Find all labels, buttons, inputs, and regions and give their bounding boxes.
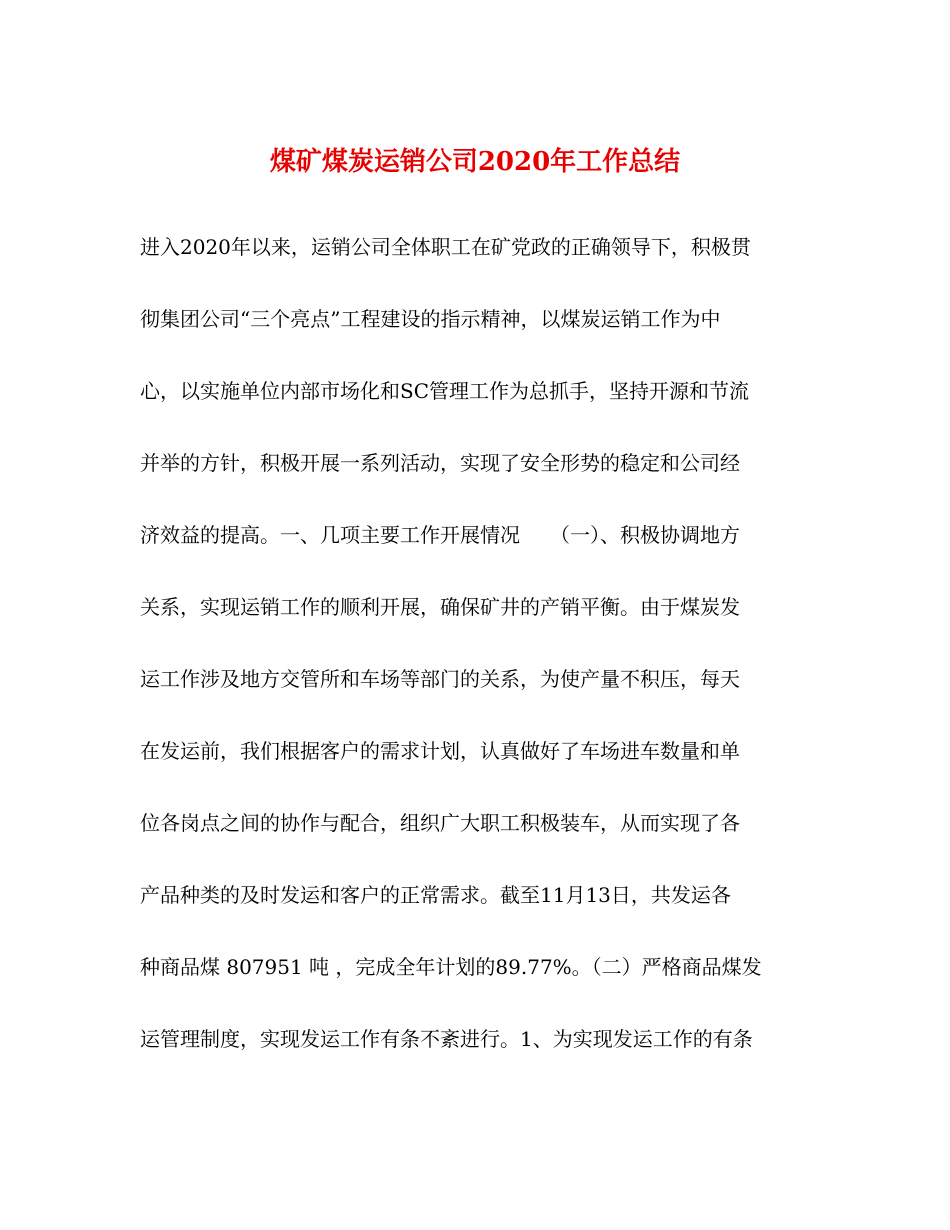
document-body xyxy=(140,222,810,1086)
body-line: 产品种类的及时发运和客户的正常需求。截至11月13日，共发运各 xyxy=(140,883,731,907)
body-line: 彻集团公司“三个亮点”工程建设的指示精神，以煤炭运销工作为中 xyxy=(140,307,721,331)
body-line: 运管理制度，实现发运工作有条不紊进行。1、为实现发运工作的有条 xyxy=(140,1027,753,1051)
body-line: 种商品煤 807951 吨 ，完成全年计划的89.77%。（二）严格商品煤发 xyxy=(140,955,762,979)
body-line: 进入2020年以来，运销公司全体职工在矿党政的正确领导下，积极贯 xyxy=(140,235,751,259)
body-line: 心，以实施单位内部市场化和SC管理工作为总抓手，坚持开源和节流 xyxy=(140,379,750,403)
body-line: 位各岗点之间的协作与配合，组织广大职工积极装车，从而实现了各 xyxy=(140,811,740,835)
body-line: 并举的方针，积极开展一系列活动，实现了安全形势的稳定和公司经 xyxy=(140,451,740,475)
body-line: 关系，实现运销工作的顺利开展，确保矿井的产销平衡。由于煤炭发 xyxy=(140,595,740,619)
document-title: 煤矿煤炭运销公司2020年工作总结 xyxy=(269,147,681,177)
body-line: 运工作涉及地方交管所和车场等部门的关系，为使产量不积压，每天 xyxy=(140,667,740,691)
body-line: 在发运前，我们根据客户的需求计划，认真做好了车场进车数量和单 xyxy=(140,739,740,763)
body-line: 济效益的提高。一、几项主要工作开展情况 （一）、积极协调地方 xyxy=(140,523,740,547)
